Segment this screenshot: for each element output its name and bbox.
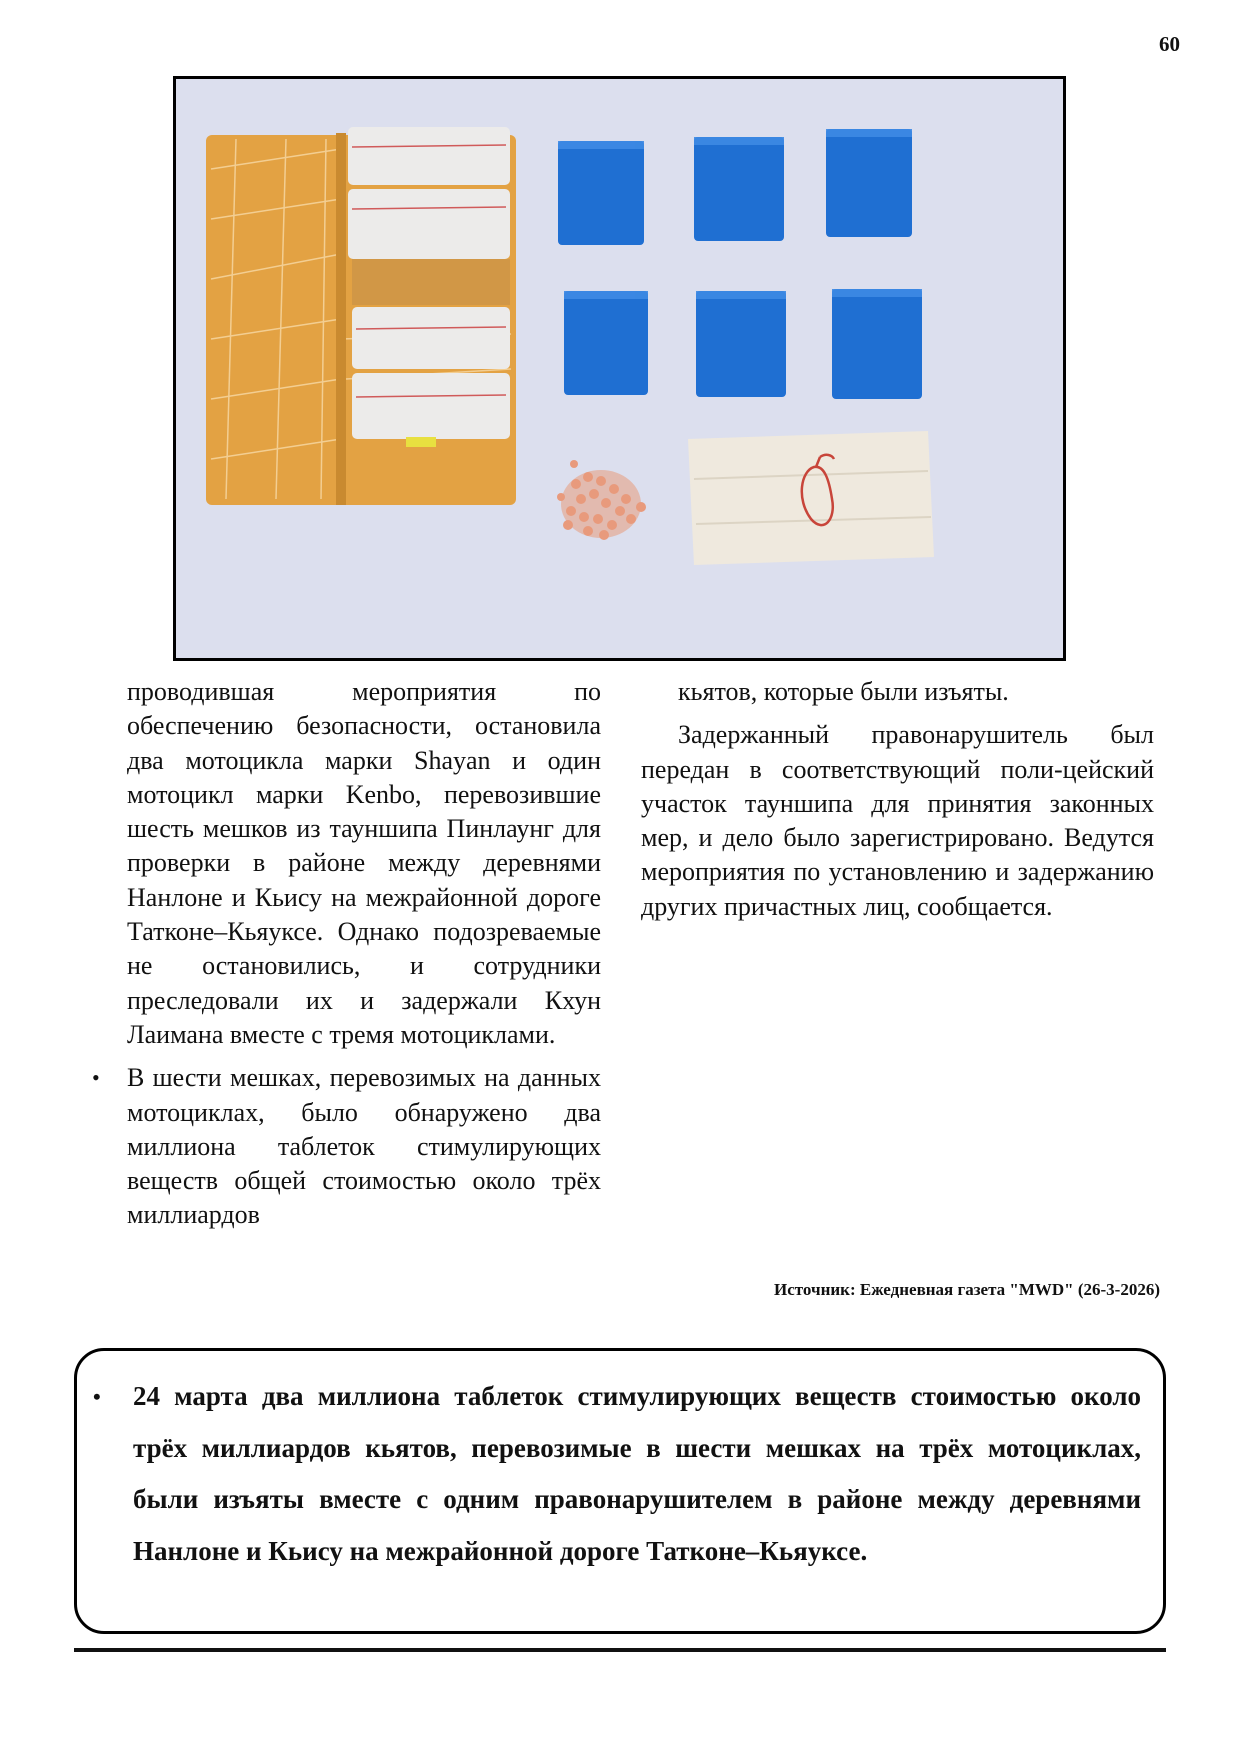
summary-box (74, 1348, 1166, 1634)
wrapped-block (348, 189, 510, 259)
bullet-marker: • (93, 1384, 101, 1409)
blue-bag (564, 291, 648, 395)
source-citation: Источник: Ежедневная газета "MWD" (26-3-2026) (774, 1280, 1160, 1299)
opened-parcel (206, 127, 516, 505)
continuation-text: кьятов, которые были изъяты. (678, 677, 1009, 706)
summary-text: 24 марта два миллиона таблеток стимулирующих веществ стоимостью около трёх миллиардов кьятов, перевозимые в шести мешках на трёх мотоциклах, были изъяты вместе с одним правонарушителем в районе между деревнями Нанлоне и Кьису на межрайонной дороге Татконе–Кьяуксе. (133, 1381, 1141, 1566)
left-column (92, 675, 601, 1233)
article-paragraph: проводившая мероприятия по обеспечению безопасности, остановила два мотоцикла марки Shayan и один мотоцикл марки Kenbo, перевозившие шесть мешков из тауншипа Пинлаунг для проверки в районе между деревнями Нанлоне и Кьису на межрайонной дороге Татконе–Кьяуксе. Однако подозреваемые не остановились, и сотрудники преследовали их и задержали Кхун Лаимана вместе с тремя мотоциклами. (127, 677, 601, 1049)
bullet-marker: • (92, 1065, 100, 1091)
summary-text-wrapper (93, 1371, 1141, 1577)
wrapped-block (352, 307, 510, 369)
page-number: 60 (1159, 32, 1180, 56)
bullet-item (92, 1061, 601, 1232)
bullet-text: В шести мешках, перевозимых на данных мотоциклах, было обнаружено два миллиона таблеток стимулирующих веществ общей стоимостью около трёх миллиардов (127, 1063, 601, 1230)
seized-drugs-photo (173, 76, 1066, 661)
blue-bag (826, 129, 912, 237)
blue-bag (694, 137, 784, 241)
seized-drugs-illustration (176, 79, 1063, 658)
right-column (641, 675, 1154, 924)
wrapped-block (348, 127, 510, 185)
blue-bag (832, 289, 922, 399)
article-paragraph: Задержанный правонарушитель был передан в соответствующий поли-цейский участок тауншипа для принятия законных мер, и дело было зарегистрировано. Ведутся мероприятия по установлению и задержанию других причастных лиц, сообщается. (641, 720, 1154, 921)
wrapped-block (352, 373, 510, 439)
bottom-divider (74, 1648, 1166, 1652)
blue-bag (558, 141, 644, 245)
folded-cloth (688, 431, 934, 565)
blue-bag (696, 291, 786, 397)
